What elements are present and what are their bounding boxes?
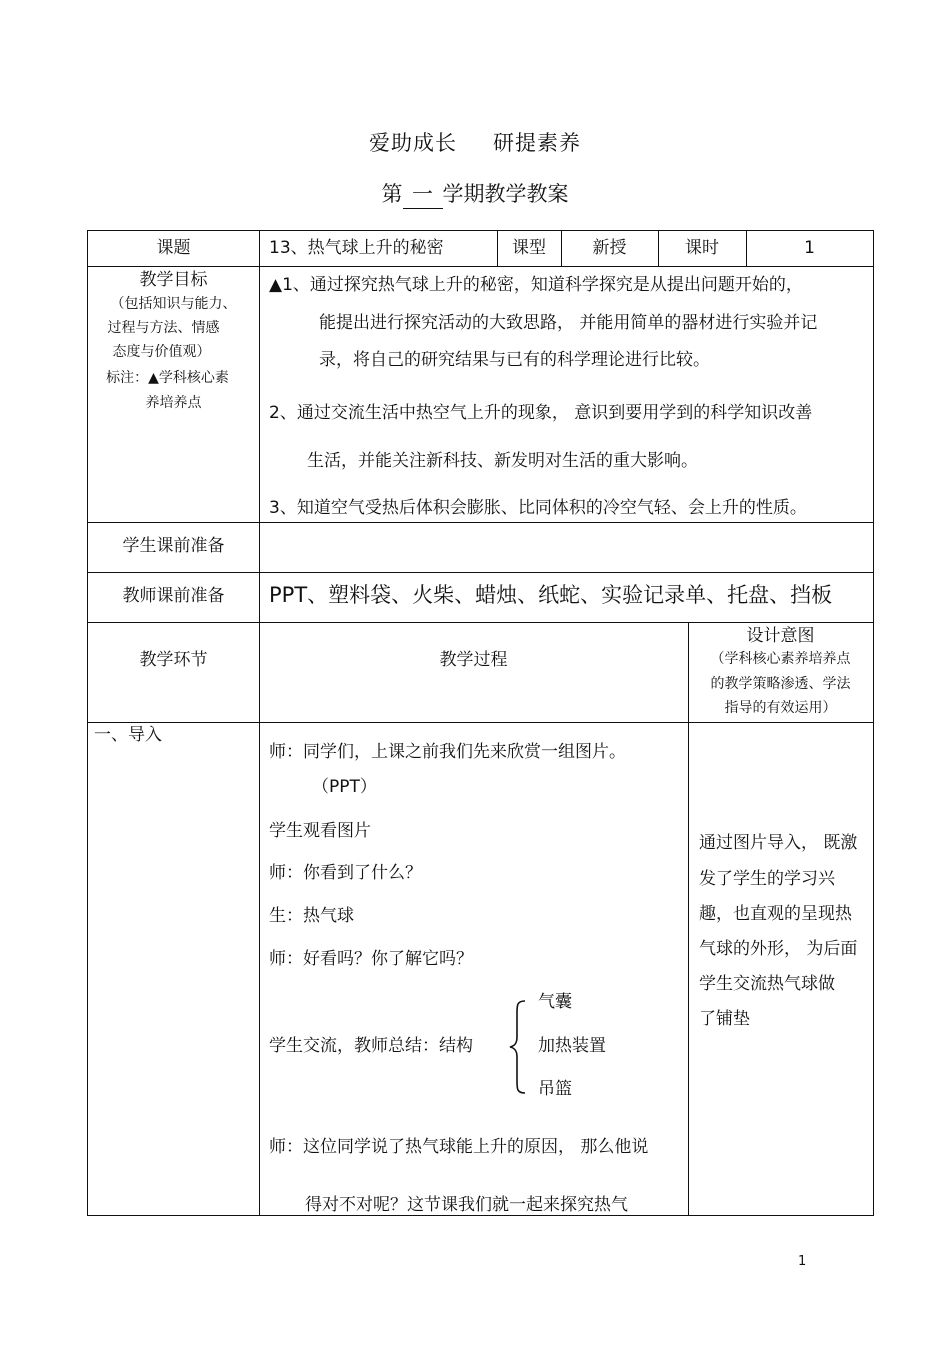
lesson-plan-table xyxy=(87,230,874,1216)
process-line: 师：这位同学说了热气球能上升的原因， 那么他说 xyxy=(269,1137,649,1157)
intent-header-sub: 的教学策略渗透、学法 xyxy=(710,676,851,692)
intent-line: 趣，也直观的呈现热 xyxy=(699,904,852,924)
row-divider xyxy=(88,722,873,723)
process-header: 教学过程 xyxy=(439,650,508,670)
process-line: 师：同学们，上课之前我们先来欣赏一组图片。 xyxy=(269,742,626,762)
structure-item: 吊篮 xyxy=(538,1079,572,1099)
objectives-label: 教学目标 xyxy=(139,270,208,290)
intent-line: 气球的外形， 为后面 xyxy=(699,939,858,959)
intent-header-sub: （学科核心素养培养点 xyxy=(710,651,851,667)
title-right: 研提素养 xyxy=(493,131,581,155)
subtitle-blank: 一 xyxy=(403,178,443,209)
process-line: 生：热气球 xyxy=(269,906,354,926)
structure-item: 加热装置 xyxy=(538,1036,606,1056)
intent-line: 学生交流热气球做 xyxy=(699,974,835,994)
hours-label: 课时 xyxy=(685,238,719,258)
objective-line: 录，将自己的研究结果与已有的科学理论进行比较。 xyxy=(319,350,710,370)
type-label: 课型 xyxy=(512,238,546,258)
intent-line: 发了学生的学习兴 xyxy=(699,869,835,889)
objectives-sub: （包括知识与能力、 xyxy=(110,296,237,312)
page-subtitle xyxy=(0,178,950,209)
hours-value: 1 xyxy=(804,238,815,258)
objective-line: 2、通过交流生活中热空气上升的现象， 意识到要用学到的科学知识改善 xyxy=(269,403,813,423)
intent-line: 了铺垫 xyxy=(699,1009,750,1029)
objectives-sub: 态度与价值观） xyxy=(112,344,211,360)
student-prep-label: 学生课前准备 xyxy=(122,536,225,556)
row-divider xyxy=(88,266,873,267)
teacher-prep-label: 教师课前准备 xyxy=(122,586,225,606)
process-line: 得对不对呢？这节课我们就一起来探究热气 xyxy=(305,1195,628,1215)
intent-header: 设计意图 xyxy=(746,626,815,646)
intent-line: 通过图片导入， 既激 xyxy=(699,833,858,853)
subtitle-suffix: 学期教学教案 xyxy=(442,182,569,206)
objective-line: 3、知道空气受热后体积会膨胀、比同体积的冷空气轻、会上升的性质。 xyxy=(269,498,807,518)
objective-line: 能提出进行探究活动的大致思路， 并能用简单的器材进行实验并记 xyxy=(319,313,818,333)
stage-header: 教学环节 xyxy=(139,650,208,670)
topic-label: 课题 xyxy=(156,238,191,258)
topic-value: 13、热气球上升的秘密 xyxy=(269,238,444,258)
process-line: 学生观看图片 xyxy=(269,821,371,841)
page-title xyxy=(0,127,950,157)
process-line: 师：你看到了什么？ xyxy=(269,863,422,883)
page-number: 1 xyxy=(798,1254,807,1269)
subtitle-prefix: 第 xyxy=(381,182,403,206)
teacher-prep-value: PPT、塑料袋、火柴、蜡烛、纸蛇、实验记录单、托盘、挡板 xyxy=(269,583,833,607)
stage-name: 一、导入 xyxy=(94,725,162,745)
col-divider xyxy=(259,231,260,1216)
objectives-sub: 过程与方法、情感 xyxy=(107,320,220,336)
objectives-note: 标注：▲学科核心素 xyxy=(106,370,229,386)
objectives-note: 养培养点 xyxy=(145,395,202,411)
objective-line: 生活，并能关注新科技、新发明对生活的重大影响。 xyxy=(307,451,698,471)
row-divider xyxy=(88,622,873,623)
objective-line: ▲1、通过探究热气球上升的秘密，知道科学探究是从提出问题开始的， xyxy=(269,275,803,295)
process-line: （PPT） xyxy=(312,777,377,797)
curly-brace-icon xyxy=(507,999,529,1095)
structure-item: 气囊 xyxy=(538,992,572,1012)
row-divider xyxy=(88,572,873,573)
process-line: 师：好看吗？你了解它吗？ xyxy=(269,949,473,969)
intent-header-sub: 指导的有效运用） xyxy=(724,700,837,716)
row-divider xyxy=(88,522,873,523)
process-line: 学生交流，教师总结：结构 xyxy=(269,1036,473,1056)
title-left: 爱助成长 xyxy=(369,131,457,155)
type-value: 新授 xyxy=(592,238,627,258)
